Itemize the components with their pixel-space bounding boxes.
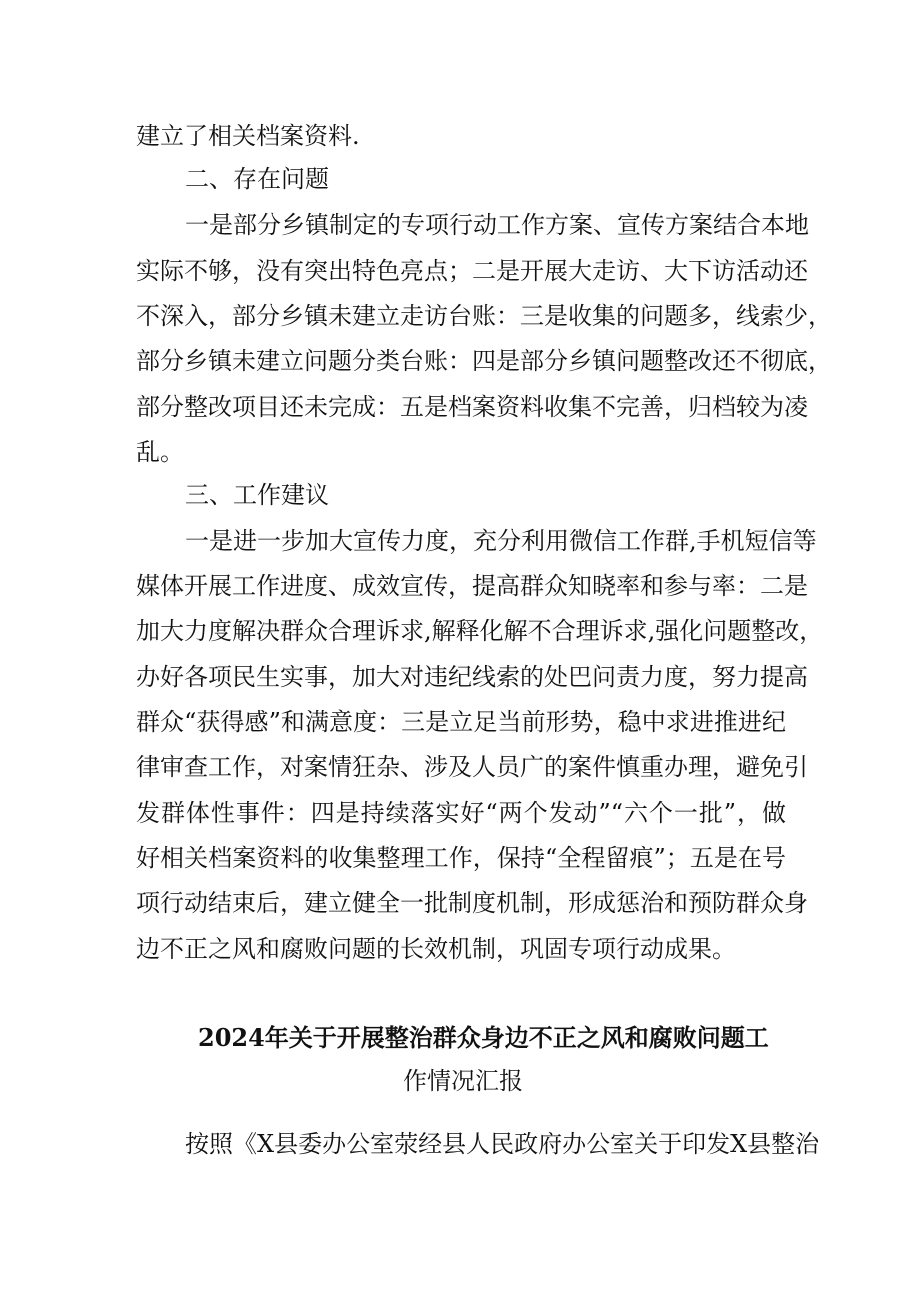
body-line: 一是进一步加大宣传力度，充分利用微信工作群,手机短信等 — [185, 527, 817, 555]
body-line: 边不正之风和腐败问题的长效机制，巩固专项行动成果。 — [136, 935, 736, 963]
body-line: 加大力度解决群众合理诉求,解释化解不合理诉求,强化问题整改， — [136, 617, 824, 645]
section-heading-problems: 二、存在问题 — [185, 165, 329, 193]
body-line: 一是部分乡镇制定的专项行动工作方案、宣传方案结合本地 — [185, 211, 809, 239]
body-line: 律审查工作，对案情狂杂、涉及人员广的案件慎重办理，避免引 — [136, 753, 808, 781]
body-line: 建立了相关档案资料. — [136, 122, 360, 150]
body-line: 项行动结束后，建立健全一批制度机制，形成惩治和预防群众身 — [136, 889, 808, 917]
report-title-line-1: 2024年关于开展整治群众身边不正之风和腐败问题工 — [198, 1023, 769, 1052]
body-line: 乱。 — [136, 438, 184, 466]
body-line: 发群体性事件：四是持续落实好“两个发动”“六个一批”，做 — [136, 799, 786, 827]
body-line: 实际不够，没有突出特色亮点；二是开展大走访、大下访活动还 — [136, 257, 808, 285]
body-line: 不深入，部分乡镇未建立走访台账：三是收集的问题多，线索少， — [136, 302, 832, 330]
body-line: 媒体开展工作进度、成效宣传，提高群众知晓率和参与率：二是 — [136, 572, 808, 600]
section-heading-suggestions: 三、工作建议 — [185, 481, 329, 509]
report-title-line-2: 作情况汇报 — [403, 1067, 523, 1095]
body-line: 按照《X县委办公室荥经县人民政府办公室关于印发X县整治 — [185, 1130, 820, 1158]
body-line: 办好各项民生实事，加大对违纪线索的处巴问责力度，努力提高 — [136, 663, 808, 691]
body-line: 部分乡镇未建立问题分类台账：四是部分乡镇问题整改还不彻底， — [136, 347, 832, 375]
body-line: 好相关档案资料的收集整理工作，保持“全程留痕”；五是在号 — [136, 844, 786, 872]
body-line: 部分整改项目还未完成：五是档案资料收集不完善，归档较为凌 — [136, 393, 808, 421]
body-line: 群众“获得感”和满意度：三是立足当前形势，稳中求进推进纪 — [136, 708, 786, 736]
